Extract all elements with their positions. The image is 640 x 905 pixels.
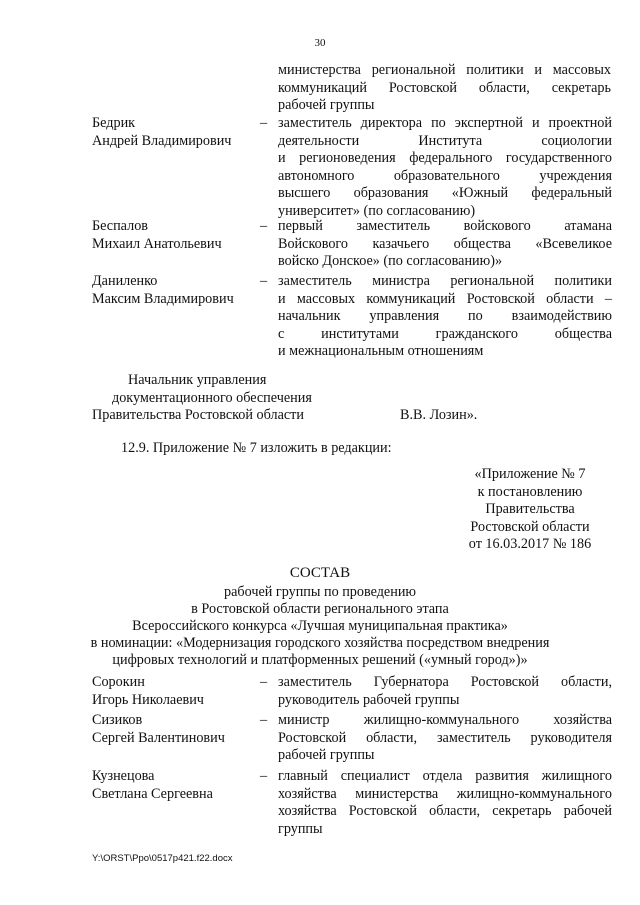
- member-description: главный специалист отдела развития жилищного хозяйства министерства жилищно-коммунального хозяйства Ростовской области, секретарь рабочей группы: [278, 768, 612, 837]
- member-description: первый заместитель войскового атамана Войскового казачьего общества «Всевеликое войско Донское» (по согласованию)»: [278, 218, 612, 269]
- title-heading: СОСТАВ: [289, 565, 351, 581]
- member-name: Кузнецова Светлана Сергеевна: [92, 768, 213, 802]
- signature-position: Начальник управления документационного обеспечения Правительства Ростовской области: [92, 372, 312, 423]
- signature-name: В.В. Лозин».: [400, 407, 478, 423]
- member-row-kuznetsova: [92, 768, 612, 838]
- member-name: Сизиков Сергей Валентинович: [92, 712, 225, 746]
- member-description: заместитель директора по экспертной и проектной деятельности Института социологии и регионоведения федерального государственного автономного образовательного учреждения высшего образования «Южный федеральный университет» (по согласованию): [278, 115, 612, 219]
- title-line: рабочей группы по проведению: [223, 584, 417, 600]
- continuation-line: коммуникаций Ростовской области, секретарь: [278, 79, 611, 96]
- member-name: Даниленко Максим Владимирович: [92, 273, 234, 307]
- member-name: Беспалов Михаил Анатольевич: [92, 218, 222, 252]
- member-dash: –: [260, 273, 268, 289]
- file-path-footer: Y:\ORST\Ppo\0517p421.f22.docx: [92, 853, 233, 864]
- member-dash: –: [260, 768, 268, 784]
- continuation-line: министерства региональной политики и массовых: [278, 62, 611, 78]
- page-number: 30: [314, 37, 326, 49]
- member-row-bedrik: [92, 115, 612, 220]
- member-description: министр жилищно-коммунального хозяйства Ростовской области, заместитель руководителя рабочей группы: [278, 712, 612, 763]
- member-dash: –: [260, 674, 268, 690]
- title-line: цифровых технологий и платформенных решений («умный город»)»: [112, 652, 528, 668]
- member-name: Сорокин Игорь Николаевич: [92, 674, 204, 708]
- member-dash: –: [260, 218, 268, 234]
- member-row-sorokin: [92, 674, 612, 709]
- composition-title: [60, 565, 580, 669]
- annex-reference: «Приложение № 7 к постановлению Правительства Ростовской области от 16.03.2017 № 186: [468, 466, 592, 552]
- title-line: Всероссийского конкурса «Лучшая муниципальная практика»: [132, 618, 508, 634]
- member-description: заместитель Губернатора Ростовской области, руководитель рабочей группы: [278, 674, 612, 708]
- member-row-bespalov: [92, 218, 612, 271]
- continuation-line: рабочей группы: [278, 97, 375, 113]
- member-description: заместитель министра региональной политики и массовых коммуникаций Ростовской области – начальник управления по взаимодействию с институтами гражданского общества и межнациональным отношениям: [278, 273, 612, 359]
- member-dash: –: [260, 115, 268, 131]
- member-dash: –: [260, 712, 268, 728]
- title-line: в Ростовской области регионального этапа: [191, 601, 449, 617]
- member-row-danilenko: [92, 273, 612, 361]
- instruction-text: 12.9. Приложение № 7 изложить в редакции:: [121, 440, 392, 456]
- title-line: в номинации: «Модернизация городского хозяйства посредством внедрения: [90, 635, 550, 651]
- member-name: Бедрик Андрей Владимирович: [92, 115, 232, 149]
- member-row-sizikov: [92, 712, 612, 765]
- continuation-text: [278, 62, 611, 115]
